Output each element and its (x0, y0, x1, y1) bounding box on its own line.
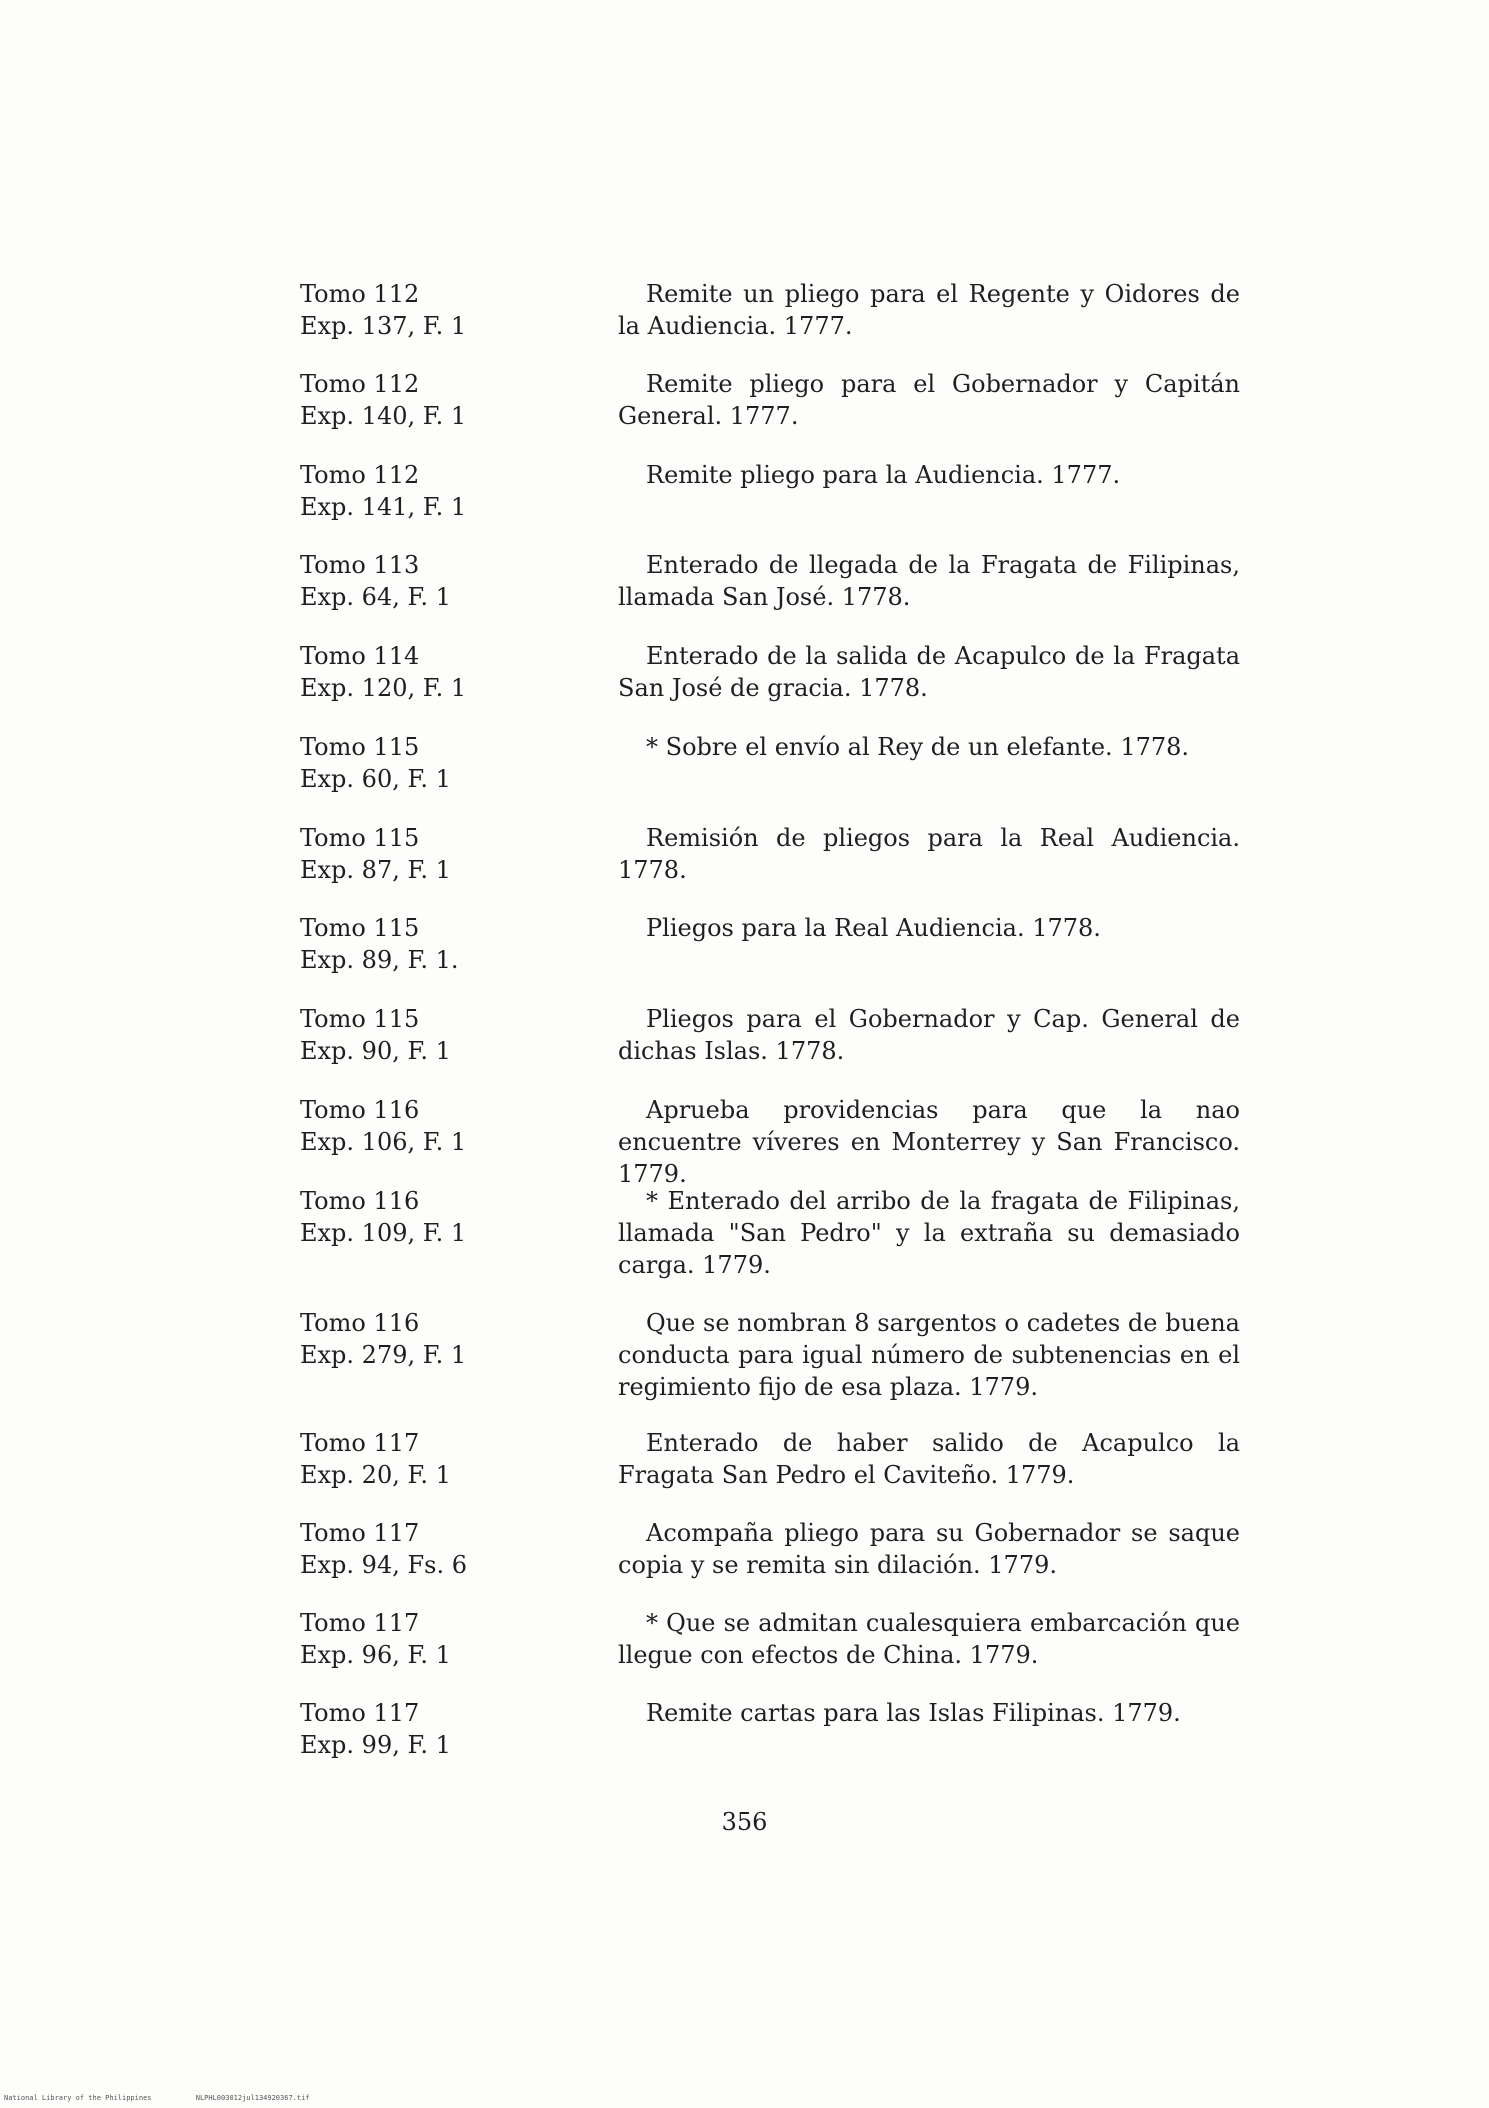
description: * Enterado del arribo de la fragata de Filipinas, llamada "San Pedro" y la extraña su demasiado carga. 1779. (618, 1187, 1240, 1279)
reference (300, 1427, 600, 1491)
tomo: Tomo 114 (300, 642, 420, 670)
expediente: Exp. 137, F. 1 (300, 312, 467, 340)
reference (300, 731, 600, 795)
footer-library: National Library of the Philippines (4, 2094, 152, 2102)
expediente: Exp. 60, F. 1 (300, 765, 451, 793)
expediente: Exp. 87, F. 1 (300, 856, 451, 884)
tomo: Tomo 115 (300, 1005, 420, 1033)
reference (300, 459, 600, 523)
reference (300, 1185, 600, 1249)
description: Pliegos para el Gobernador y Cap. General de dichas Islas. 1778. (618, 1005, 1240, 1065)
description: * Sobre el envío al Rey de un elefante. 1778. (646, 733, 1190, 761)
expediente: Exp. 89, F. 1. (300, 946, 459, 974)
tomo: Tomo 117 (300, 1429, 420, 1457)
tomo: Tomo 112 (300, 280, 420, 308)
description: Remite cartas para las Islas Filipinas. 1779. (646, 1699, 1181, 1727)
reference (300, 549, 600, 613)
description: Pliegos para la Real Audiencia. 1778. (646, 914, 1101, 942)
expediente: Exp. 106, F. 1 (300, 1128, 467, 1156)
description: * Que se admitan cualesquiera embarcación que llegue con efectos de China. 1779. (618, 1609, 1240, 1669)
description: Remisión de pliegos para la Real Audiencia. 1778. (618, 824, 1240, 884)
expediente: Exp. 99, F. 1 (300, 1731, 451, 1759)
description: Enterado de haber salido de Acapulco la Fragata San Pedro el Caviteño. 1779. (618, 1429, 1240, 1489)
tomo: Tomo 117 (300, 1519, 420, 1547)
expediente: Exp. 64, F. 1 (300, 583, 451, 611)
tomo: Tomo 115 (300, 733, 420, 761)
reference (300, 278, 600, 342)
description: Remite un pliego para el Regente y Oidores de la Audiencia. 1777. (618, 280, 1240, 340)
description: Enterado de llegada de la Fragata de Filipinas, llamada San José. 1778. (618, 551, 1240, 611)
tomo: Tomo 115 (300, 824, 420, 852)
tomo: Tomo 116 (300, 1096, 420, 1124)
expediente: Exp. 90, F. 1 (300, 1037, 451, 1065)
reference (300, 1607, 600, 1671)
reference (300, 368, 600, 432)
reference (300, 1003, 600, 1067)
reference (300, 1307, 600, 1371)
reference (300, 1697, 600, 1761)
tomo: Tomo 113 (300, 551, 420, 579)
tomo: Tomo 115 (300, 914, 420, 942)
expediente: Exp. 96, F. 1 (300, 1641, 451, 1669)
description: Enterado de la salida de Acapulco de la Fragata San José de gracia. 1778. (618, 642, 1240, 702)
reference (300, 640, 600, 704)
description: Que se nombran 8 sargentos o cadetes de buena conducta para igual número de subtenencias en el regimiento fijo de esa plaza. 1779. (618, 1309, 1240, 1401)
tomo: Tomo 116 (300, 1187, 420, 1215)
reference (300, 1094, 600, 1158)
description: Acompaña pliego para su Gobernador se saque copia y se remita sin dilación. 1779. (618, 1519, 1240, 1579)
expediente: Exp. 120, F. 1 (300, 674, 467, 702)
scan-footer (4, 2094, 350, 2102)
expediente: Exp. 109, F. 1 (300, 1219, 467, 1247)
tomo: Tomo 117 (300, 1609, 420, 1637)
expediente: Exp. 279, F. 1 (300, 1341, 467, 1369)
page-number: 356 (721, 1808, 768, 1836)
description: Aprueba providencias para que la nao encuentre víveres en Monterrey y San Francisco. 1779. (618, 1096, 1240, 1188)
expediente: Exp. 140, F. 1 (300, 402, 467, 430)
expediente: Exp. 141, F. 1 (300, 493, 467, 521)
tomo: Tomo 116 (300, 1309, 420, 1337)
reference (300, 1517, 600, 1581)
expediente: Exp. 94, Fs. 6 (300, 1551, 467, 1579)
description: Remite pliego para la Audiencia. 1777. (646, 461, 1121, 489)
reference (300, 822, 600, 886)
footer-file: NLPHL003012jul134920367.tif (195, 2094, 310, 2102)
tomo: Tomo 112 (300, 370, 420, 398)
tomo: Tomo 117 (300, 1699, 420, 1727)
reference (300, 912, 600, 976)
description: Remite pliego para el Gobernador y Capitán General. 1777. (618, 370, 1240, 430)
tomo: Tomo 112 (300, 461, 420, 489)
expediente: Exp. 20, F. 1 (300, 1461, 451, 1489)
